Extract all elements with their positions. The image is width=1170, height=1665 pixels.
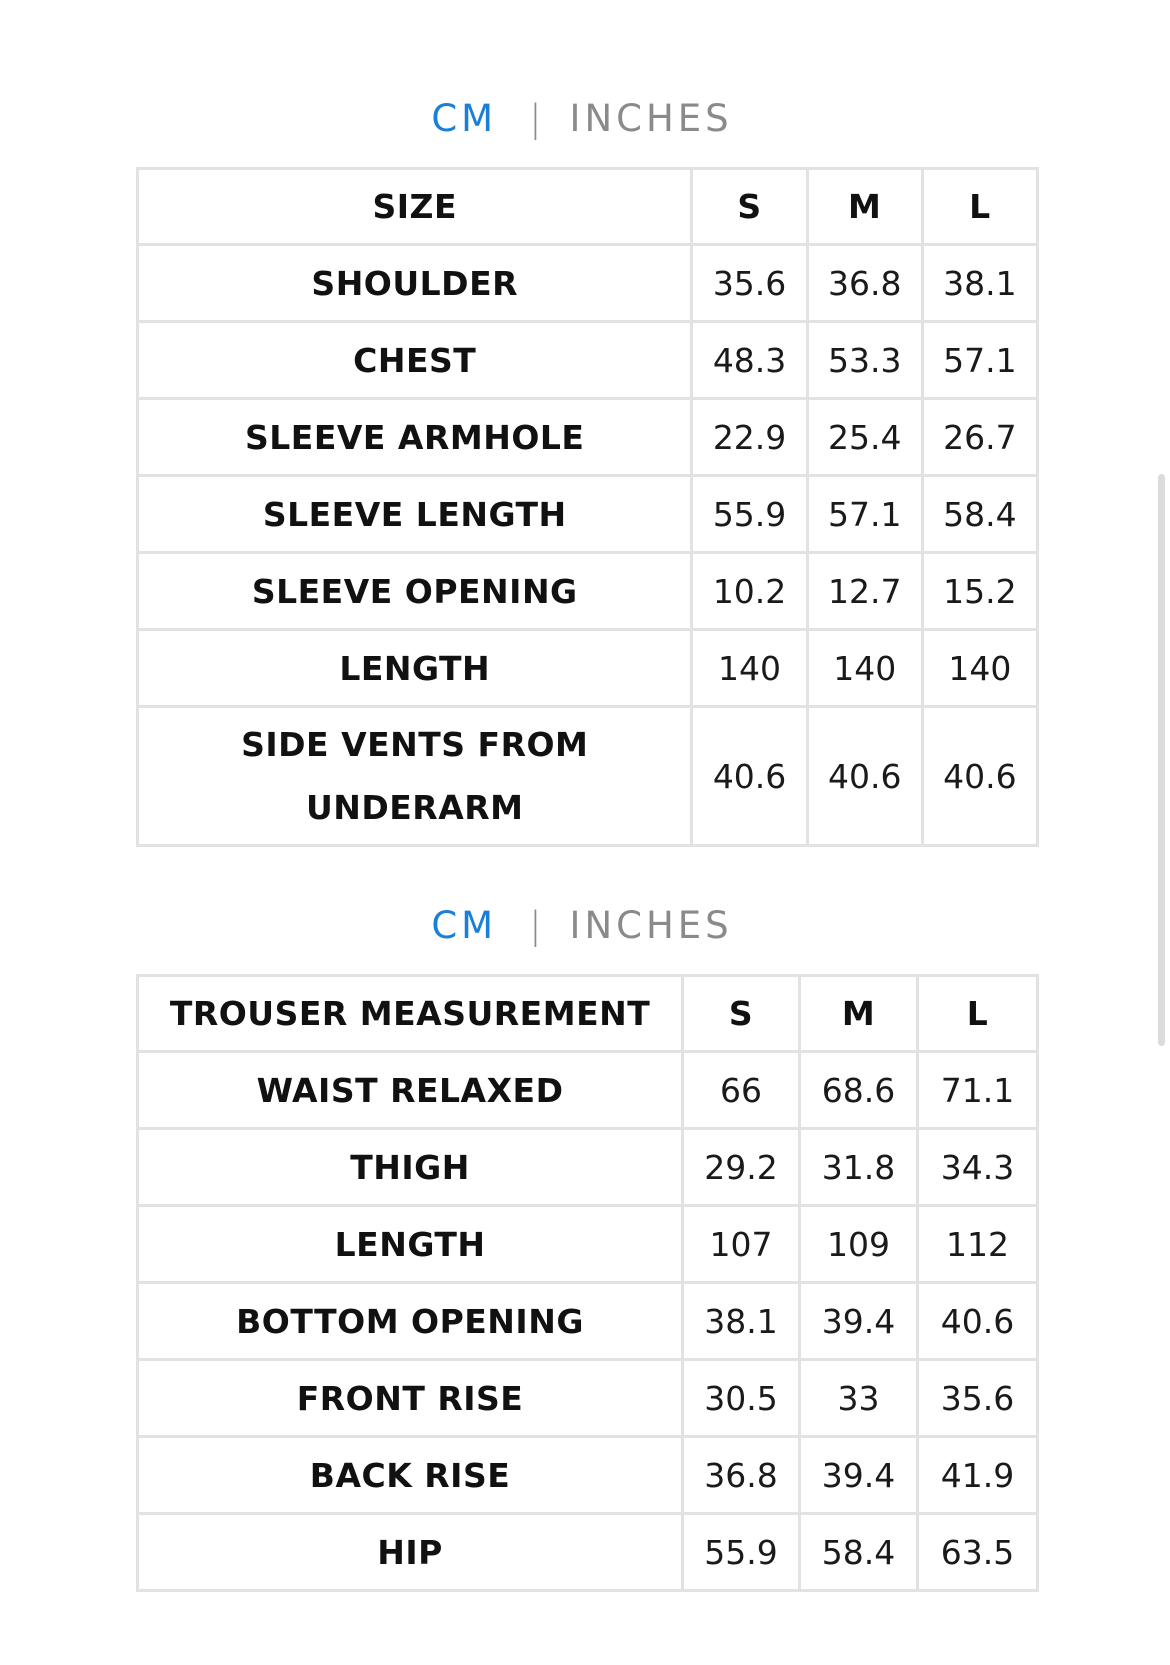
value-l: 58.4 — [922, 476, 1037, 553]
value-s: 10.2 — [692, 553, 807, 630]
row-label-line: SIDE VENTS FROM — [241, 725, 589, 764]
top-size-table — [136, 167, 1039, 847]
value-m: 68.6 — [800, 1052, 918, 1129]
row-label: THIGH — [138, 1129, 683, 1206]
value-s: 36.8 — [683, 1437, 800, 1514]
unit-cm-option[interactable]: CM — [431, 903, 498, 947]
table-row — [138, 245, 1038, 322]
value-m: 33 — [800, 1360, 918, 1437]
header-size-l: L — [917, 976, 1037, 1052]
value-s: 66 — [683, 1052, 800, 1129]
header-size-label: SIZE — [138, 169, 692, 245]
trouser-size-table — [136, 974, 1039, 1592]
header-size-m: M — [807, 169, 922, 245]
row-label: LENGTH — [138, 1206, 683, 1283]
row-label-line: UNDERARM — [305, 788, 524, 827]
value-s: 55.9 — [692, 476, 807, 553]
value-m: 40.6 — [807, 707, 922, 846]
table-row — [138, 1437, 1038, 1514]
value-l: 140 — [922, 630, 1037, 707]
value-s: 55.9 — [683, 1514, 800, 1591]
unit-toggle-group — [431, 904, 732, 947]
table-row — [138, 1052, 1038, 1129]
row-label: CHEST — [138, 322, 692, 399]
value-l: 41.9 — [917, 1437, 1037, 1514]
table-row — [138, 1360, 1038, 1437]
row-label — [138, 707, 692, 846]
value-s: 107 — [683, 1206, 800, 1283]
value-m: 140 — [807, 630, 922, 707]
value-m: 109 — [800, 1206, 918, 1283]
value-s: 48.3 — [692, 322, 807, 399]
value-l: 15.2 — [922, 553, 1037, 630]
unit-toggle-top — [0, 90, 1170, 146]
table-row — [138, 630, 1038, 707]
table-header-row — [138, 169, 1038, 245]
value-s: 140 — [692, 630, 807, 707]
unit-inches-option[interactable]: INCHES — [569, 903, 733, 947]
value-m: 57.1 — [807, 476, 922, 553]
table-row — [138, 1206, 1038, 1283]
unit-toggle-group — [431, 97, 732, 140]
header-size-m: M — [800, 976, 918, 1052]
value-m: 39.4 — [800, 1437, 918, 1514]
value-m: 31.8 — [800, 1129, 918, 1206]
row-label: LENGTH — [138, 630, 692, 707]
value-l: 34.3 — [917, 1129, 1037, 1206]
row-label: FRONT RISE — [138, 1360, 683, 1437]
value-l: 112 — [917, 1206, 1037, 1283]
table-header-row — [138, 976, 1038, 1052]
unit-inches-option[interactable]: INCHES — [569, 96, 733, 140]
value-m: 58.4 — [800, 1514, 918, 1591]
row-label: HIP — [138, 1514, 683, 1591]
value-s: 35.6 — [692, 245, 807, 322]
row-label: WAIST RELAXED — [138, 1052, 683, 1129]
header-trouser-label: TROUSER MEASUREMENT — [138, 976, 683, 1052]
value-l: 26.7 — [922, 399, 1037, 476]
table-row — [138, 707, 1038, 846]
value-s: 40.6 — [692, 707, 807, 846]
row-label: BACK RISE — [138, 1437, 683, 1514]
unit-toggle-bottom — [0, 897, 1170, 953]
value-l: 40.6 — [922, 707, 1037, 846]
row-label: SLEEVE ARMHOLE — [138, 399, 692, 476]
value-l: 40.6 — [917, 1283, 1037, 1360]
header-size-l: L — [922, 169, 1037, 245]
header-size-s: S — [692, 169, 807, 245]
vertical-scrollbar[interactable] — [1158, 474, 1165, 1046]
value-l: 63.5 — [917, 1514, 1037, 1591]
value-m: 25.4 — [807, 399, 922, 476]
table-row — [138, 1514, 1038, 1591]
value-l: 35.6 — [917, 1360, 1037, 1437]
table-row — [138, 322, 1038, 399]
value-m: 36.8 — [807, 245, 922, 322]
table-row — [138, 553, 1038, 630]
table-row — [138, 1283, 1038, 1360]
value-l: 38.1 — [922, 245, 1037, 322]
header-size-s: S — [683, 976, 800, 1052]
table-row — [138, 399, 1038, 476]
value-l: 71.1 — [917, 1052, 1037, 1129]
value-l: 57.1 — [922, 322, 1037, 399]
value-s: 29.2 — [683, 1129, 800, 1206]
value-s: 22.9 — [692, 399, 807, 476]
row-label: SLEEVE OPENING — [138, 553, 692, 630]
value-m: 53.3 — [807, 322, 922, 399]
value-m: 39.4 — [800, 1283, 918, 1360]
row-label: BOTTOM OPENING — [138, 1283, 683, 1360]
unit-cm-option[interactable]: CM — [431, 96, 498, 140]
unit-separator: | — [529, 96, 542, 140]
row-label: SLEEVE LENGTH — [138, 476, 692, 553]
row-label: SHOULDER — [138, 245, 692, 322]
value-m: 12.7 — [807, 553, 922, 630]
table-row — [138, 476, 1038, 553]
table-row — [138, 1129, 1038, 1206]
value-s: 38.1 — [683, 1283, 800, 1360]
value-s: 30.5 — [683, 1360, 800, 1437]
unit-separator: | — [529, 903, 542, 947]
